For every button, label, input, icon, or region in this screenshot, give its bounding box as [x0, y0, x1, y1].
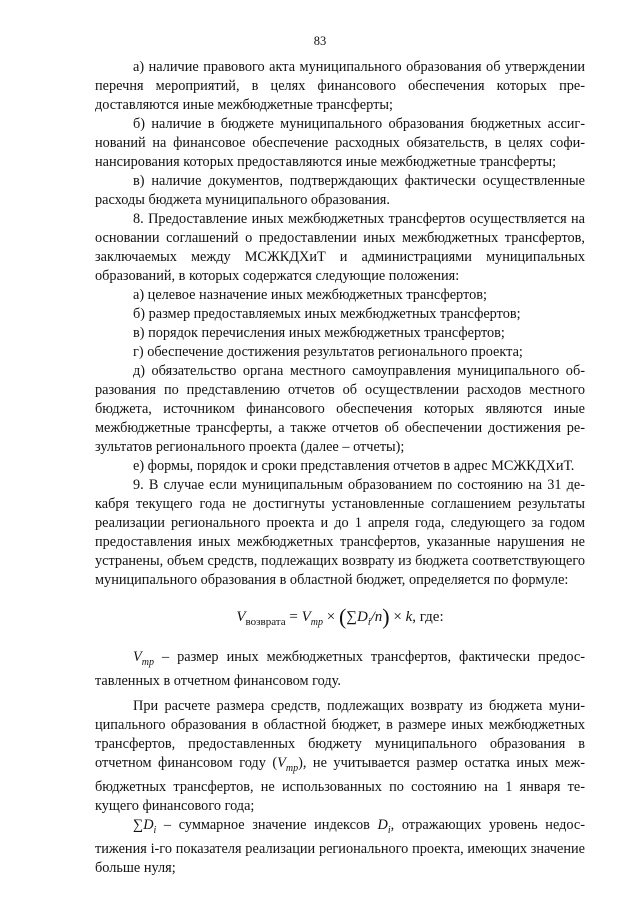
document-body	[95, 58, 585, 878]
paragraph: г) обеспечение достижения результатов регионального проекта;	[133, 344, 523, 360]
vtr-definition	[95, 648, 585, 691]
calculation-paragraph	[95, 697, 585, 816]
vtr-definition-text: – размер иных межбюджетных трансфертов, фактически предоставленных в отчетном финансовом году.	[95, 649, 585, 689]
formula-times-2: ×	[389, 609, 406, 625]
top-paragraphs	[95, 58, 585, 590]
paragraph: е) формы, порядок и сроки представления отчетов в адрес МСЖКДХиТ.	[133, 458, 575, 474]
sum-d: D	[377, 817, 388, 833]
formula-sum: ∑	[346, 609, 357, 625]
formula-d-sub: i	[367, 617, 371, 628]
paragraph: д) обязательство органа местного самоуправления муниципального образования по представлению отчетов об осуществлении расходов местного бюджета, источником финансового обеспечения которых являются иные межбюджетные трансферты, а также отчетов об обеспечении достижения результатов регионального проекта (далее – отчеты);	[95, 363, 585, 455]
formula-slash-n: /n	[370, 609, 383, 625]
calculation-text-after: ), не учитывается размер остатка иных межбюджетных трансфертов, не использованных по состоянию на 1 января текущего финансового года;	[95, 755, 585, 814]
vtr-symbol-sub: тр	[141, 657, 154, 668]
formula-d: D	[357, 609, 368, 625]
paragraph: б) размер предоставляемых иных межбюджетных трансфертов;	[133, 306, 521, 322]
sum-text-1: – суммарное значение индексов	[156, 817, 378, 833]
page-number: 83	[313, 34, 327, 48]
calculation-symbol-sub: тр	[285, 763, 299, 774]
paragraph: а) наличие правового акта муниципального образования об утверждении перечня мероприятий, в целях финансового обеспечения которых предоставляются иные межбюджетные трансферты;	[95, 59, 585, 113]
paragraph: б) наличие в бюджете муниципального образования бюджетных ассигнований на финансовое обеспечение расходных обязательств, в целях софинансирования которых предоставляются иные межбюджетные трансферты;	[95, 116, 585, 170]
paragraph: в) порядок перечисления иных межбюджетных трансфертов;	[133, 325, 505, 341]
paragraph: 8. Предоставление иных межбюджетных трансфертов осуществляется на основании соглашений о предоставлении иных межбюджетных трансфертов, заключаемых между МСЖКДХиТ и администрациями муниципальных образований, в которых содержатся следующие положения:	[95, 211, 585, 284]
vtr-symbol: V	[133, 649, 142, 665]
formula-lparen: (	[338, 604, 347, 629]
sum-d-sub: i	[387, 825, 391, 836]
paragraph: а) целевое назначение иных межбюджетных трансфертов;	[133, 287, 487, 303]
formula-equals: =	[285, 609, 302, 625]
formula-times-1: ×	[323, 609, 339, 625]
sum-definition	[95, 816, 585, 878]
sum-text-2: , отражающих уровень недостижения i-го показателя реализации регионального проекта, имеющих значение больше нуля;	[95, 817, 585, 876]
formula-v: V	[301, 609, 311, 625]
calculation-symbol: V	[277, 755, 286, 771]
formula-v-sub: тр	[310, 617, 323, 628]
formula-k: k	[405, 609, 413, 625]
sum-symbol: ∑D	[133, 817, 154, 833]
formula-lhs: V	[236, 609, 246, 625]
return-volume-formula	[95, 604, 585, 636]
paragraph: в) наличие документов, подтверждающих фактически осуществленные расходы бюджета муниципального образования.	[95, 173, 585, 208]
formula-lhs-sub: возврата	[245, 616, 286, 628]
paragraph: 9. В случае если муниципальным образованием по состоянию на 31 декабря текущего года не достигнуты установленные соглашением результаты реализации регионального проекта и до 1 апреля года, следующего за годом предоставления иных межбюджетных трансфертов, указанные нарушения не устранены, объем средств, подлежащих возврату из бюджета соответствующего муниципального образования в областной бюджет, определяется по формуле:	[95, 477, 585, 588]
formula-tail: , где:	[412, 609, 444, 625]
formula-rparen: )	[382, 604, 390, 629]
calculation-text-before: При расчете размера средств, подлежащих возврату из бюджета муниципального образования в областной бюджет, в размере иных межбюджетных трансфертов, предоставленных бюджету муниципального образования в отчетном финансовом году (	[95, 698, 585, 771]
sum-symbol-sub: i	[153, 825, 157, 836]
